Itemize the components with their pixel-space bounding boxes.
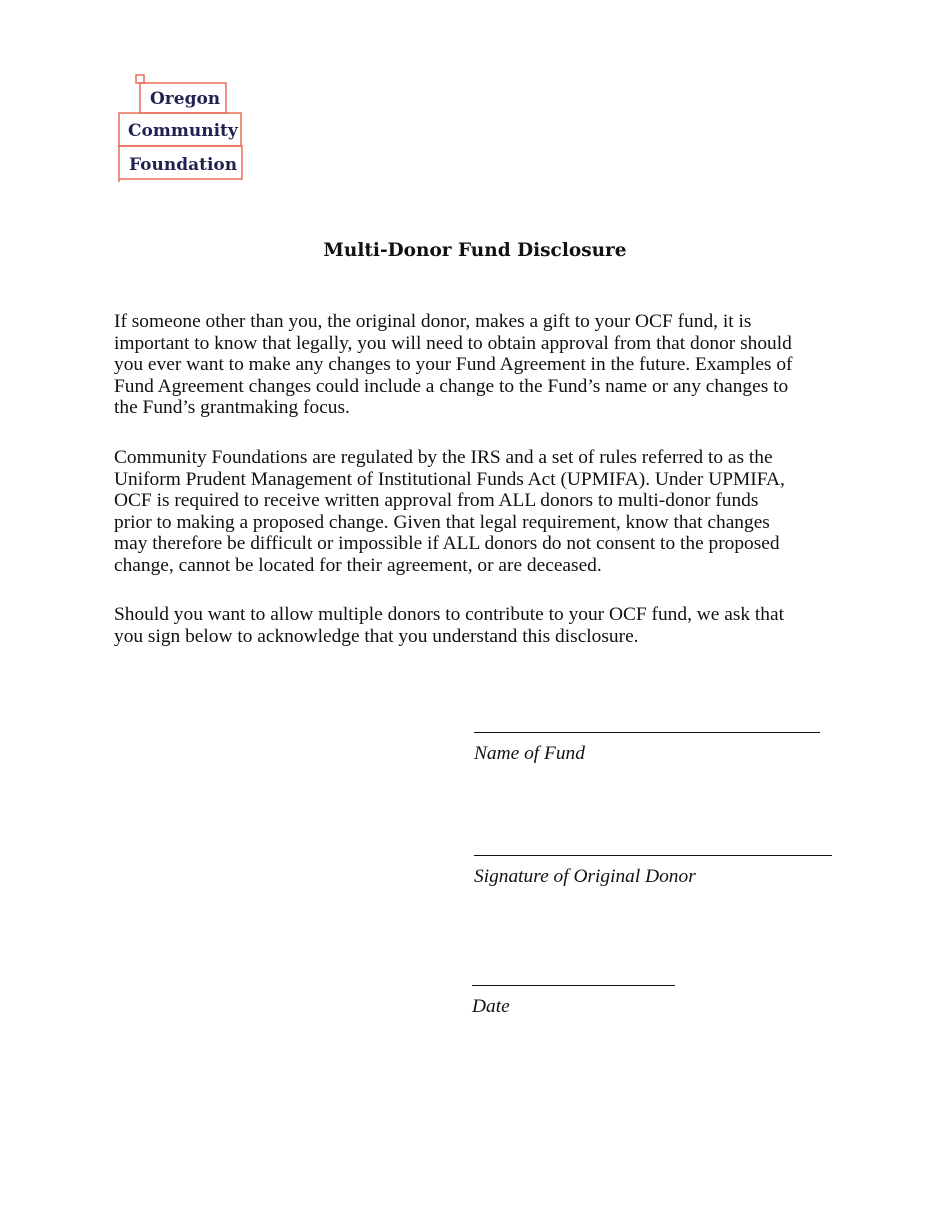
date-label: Date <box>472 996 510 1017</box>
logo-word-1: Oregon <box>150 89 221 109</box>
fund-name-line[interactable] <box>474 732 820 733</box>
logo-word-2: Community <box>128 121 238 141</box>
date-line[interactable] <box>472 985 675 986</box>
ocf-logo <box>110 66 250 188</box>
paragraph-acknowledgement: Should you want to allow multiple donors to contribute to your OCF fund, we ask that you sign below to acknowledge that you understand this disclosure. <box>114 604 784 647</box>
ocf-logo-graphic <box>110 66 250 188</box>
donor-signature-line[interactable] <box>474 855 832 856</box>
document-title: Multi-Donor Fund Disclosure <box>323 240 627 261</box>
paragraph-gift-approval: If someone other than you, the original donor, makes a gift to your OCF fund, it is important to know that legally, you will need to obtain approval from that donor should you ever want to make any changes to your Fund Agreement in the future. Examples of Fund Agreement changes could include a change to the Fund’s name or any changes to the Fund’s grantmaking focus. <box>114 311 793 419</box>
logo-word-3: Foundation <box>129 155 238 175</box>
donor-signature-label: Signature of Original Donor <box>474 866 696 887</box>
fund-name-label: Name of Fund <box>474 743 585 764</box>
paragraph-upmifa: Community Foundations are regulated by the IRS and a set of rules referred to as the Uniform Prudent Management of Institutional Funds Act (UPMIFA). Under UPMIFA, OCF is required to receive written approval from ALL donors to multi-donor funds prior to making a proposed change. Given that legal requirement, know that changes may therefore be difficult or impossible if ALL donors do not consent to the proposed change, cannot be located for their agreement, or are deceased. <box>114 447 785 576</box>
